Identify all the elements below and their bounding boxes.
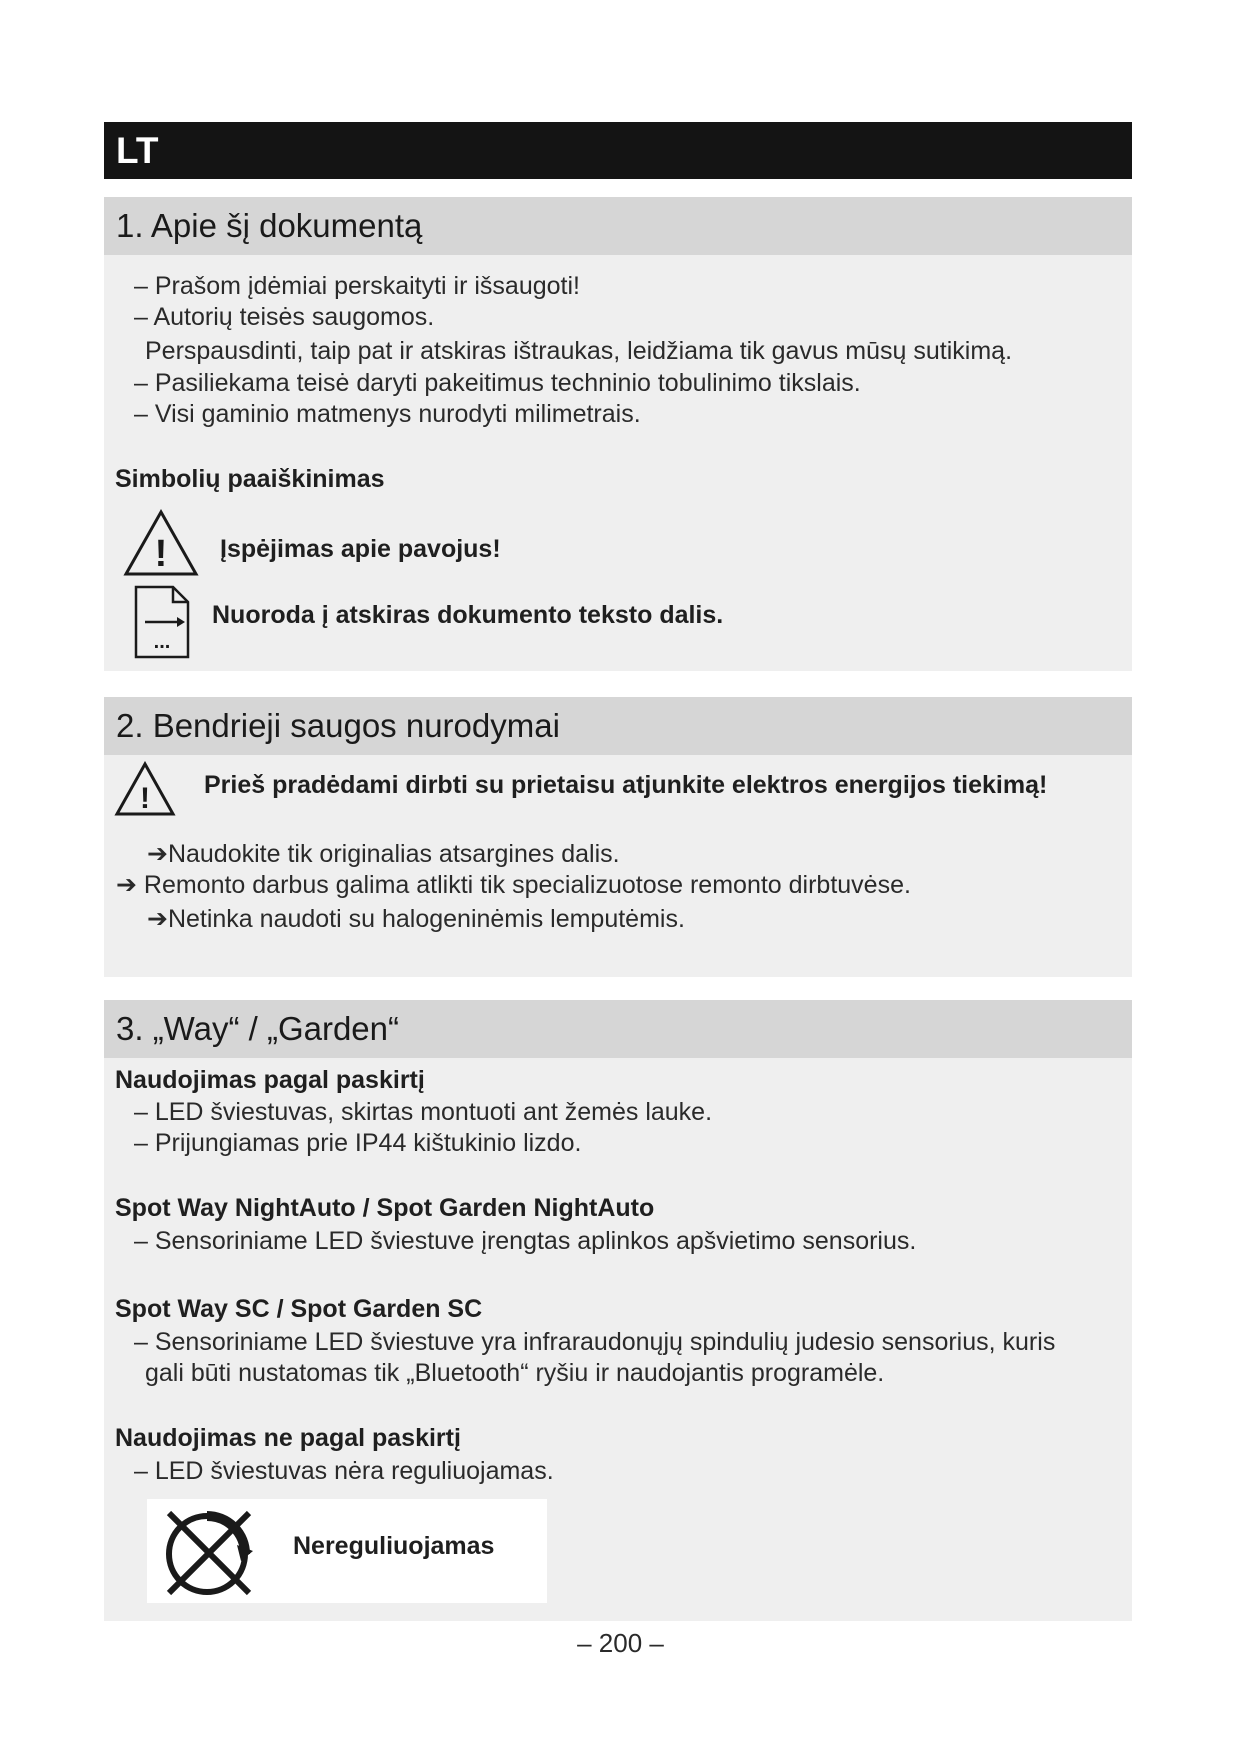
reference-icon-glyph: ... — [153, 631, 171, 653]
nightauto-line-1: – Sensoriniame LED šviestuve įrengtas aplinkos apšvietimo sensorius. — [134, 1227, 917, 1255]
about-line-2: – Autorių teisės saugomos. — [134, 303, 435, 331]
section-1-heading: 1. Apie šį dokumentą — [104, 197, 1132, 255]
intended-use-line-1: – LED šviestuvas, skirtas montuoti ant žemės lauke. — [134, 1098, 713, 1126]
warning-icon — [122, 508, 200, 578]
sc-line-1: – Sensoriniame LED šviestuve yra infraraudonųjų spindulių judesio sensorius, kuris — [134, 1328, 1056, 1356]
nightauto-title: Spot Way NightAuto / Spot Garden NightAuto — [115, 1194, 655, 1222]
document-reference-icon — [133, 584, 191, 660]
safety-bullet-1: ➔Naudokite tik originalias atsargines dalis. — [147, 840, 620, 868]
misuse-title: Naudojimas ne pagal paskirtį — [115, 1424, 461, 1452]
misuse-line-1: – LED šviestuvas nėra reguliuojamas. — [134, 1457, 554, 1485]
section-safety-instructions — [104, 697, 1132, 977]
non-adjustable-icon — [161, 1507, 257, 1597]
page-number: – 200 – — [577, 1628, 664, 1658]
non-adjustable-label: Nereguliuojamas — [293, 1532, 495, 1560]
about-line-1: – Prašom įdėmiai perskaityti ir išsaugoti! — [134, 272, 580, 300]
reference-label: Nuoroda į atskiras dokumento teksto dalis. — [212, 601, 724, 629]
intended-use-title: Naudojimas pagal paskirtį — [115, 1066, 425, 1094]
sc-title: Spot Way SC / Spot Garden SC — [115, 1295, 483, 1323]
section-way-garden — [104, 1000, 1132, 1621]
non-adjustable-box — [147, 1499, 547, 1603]
section-2-heading: 2. Bendrieji saugos nurodymai — [104, 697, 1132, 755]
symbols-title: Simbolių paaiškinimas — [115, 465, 385, 493]
warning-icon — [114, 761, 176, 817]
safety-warning-text: Prieš pradėdami dirbti su prietaisu atjunkite elektros energijos tiekimą! — [204, 771, 1048, 799]
section-about-document — [104, 197, 1132, 671]
safety-bullet-2: ➔ Remonto darbus galima atlikti tik specializuotose remonto dirbtuvėse. — [116, 871, 911, 899]
language-bar: LT — [104, 122, 1132, 179]
sc-line-2: gali būti nustatomas tik „Bluetooth“ ryšiu ir naudojantis programėle. — [145, 1359, 885, 1387]
warning-icon-glyph: ! — [154, 533, 168, 575]
about-line-4: – Pasiliekama teisė daryti pakeitimus techninio tobulinimo tikslais. — [134, 369, 861, 397]
warning-label: Įspėjimas apie pavojus! — [220, 535, 501, 563]
about-line-5: – Visi gaminio matmenys nurodyti milimetrais. — [134, 400, 641, 428]
intended-use-line-2: – Prijungiamas prie IP44 kištukinio lizdo. — [134, 1129, 582, 1157]
warning-icon-glyph: ! — [140, 782, 150, 815]
section-3-heading: 3. „Way“ / „Garden“ — [104, 1000, 1132, 1058]
about-line-3: Perspausdinti, taip pat ir atskiras ištraukas, leidžiama tik gavus mūsų sutikimą. — [145, 337, 1013, 365]
safety-bullet-3: ➔Netinka naudoti su halogeninėmis lemputėmis. — [147, 905, 685, 933]
